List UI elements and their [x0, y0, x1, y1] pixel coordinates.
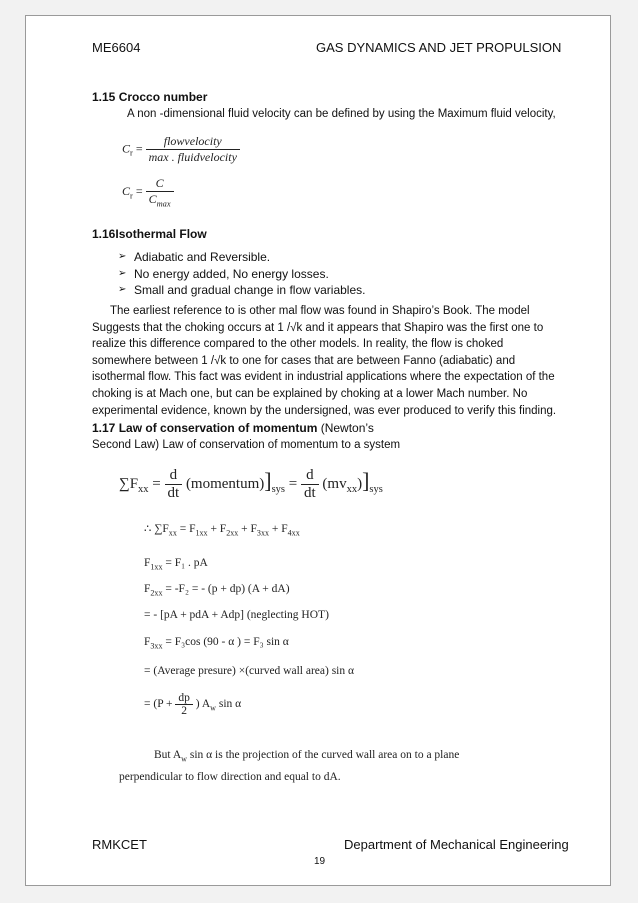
eq1-numerator: flowvelocity — [146, 134, 240, 150]
equation-average-pressure: = (Average presure) ×(curved wall area) sin α — [144, 665, 355, 677]
eq-f3-lhs-sub: 3xx — [150, 641, 163, 651]
bullet-text: No energy added, No energy losses. — [134, 266, 329, 281]
list-item — [118, 282, 518, 299]
eq1-fraction — [146, 134, 240, 165]
eq-f2-rhs: = -F₂ = - (p + dp) (A + dA) — [162, 583, 290, 595]
arrow-bullet-icon: ➢ — [118, 267, 127, 279]
arrow-bullet-icon: ➢ — [118, 284, 127, 295]
eq-f3-lhs: F — [144, 636, 151, 648]
paragraph-line: isothermal flow. This fact was evident in industrial applications where the expectation of the — [92, 371, 555, 384]
list-item — [118, 266, 518, 283]
eq2-numerator: C — [146, 176, 174, 192]
eq-main-sys-1: sys — [271, 483, 286, 495]
footer-department: Department of Mechanical Engineering — [344, 837, 569, 852]
eq-sum-rest: = F — [176, 523, 196, 535]
section-momentum-title — [92, 420, 374, 437]
eq-main-frac-2 — [301, 467, 319, 502]
eq-f1-rhs: F₁ . pA — [174, 557, 208, 569]
eq-main-right-sub: xx — [346, 483, 358, 495]
list-item — [118, 249, 518, 266]
projection-note — [154, 749, 594, 763]
eq-p-num: dp — [175, 692, 193, 705]
eq-main-right: (mv — [322, 475, 347, 492]
perpendicular-note: perpendicular to flow direction and equal to dA. — [119, 771, 341, 783]
eq-sum-sub: xx — [168, 528, 177, 538]
header-course-title: GAS DYNAMICS AND JET PROPULSION — [316, 40, 562, 55]
eq-p-open: = (P + — [144, 698, 173, 711]
equation-pressure-area — [144, 692, 241, 717]
eq-sum-term: 1xx — [195, 528, 208, 538]
bullet-text: Adiabatic and Reversible. — [134, 250, 271, 264]
footer-college: RMKCET — [92, 837, 147, 852]
paragraph-line: The earliest reference to is other mal flow was found in Shapiro’s Book. The model — [110, 305, 530, 317]
section-crocco-title: 1.15 Crocco number — [92, 90, 208, 104]
eq-main-frac-1 — [165, 467, 183, 502]
paragraph-line: Suggests that the choking occurs at 1 /√k and it appears that Shapiro was the first one to — [92, 321, 544, 334]
eq-main-dt: dt — [167, 485, 180, 501]
momentum-title-line2: Second Law) Law of conservation of momentum to a system — [92, 439, 401, 451]
eq-main-right-close: ) — [357, 475, 363, 492]
but-line: But A — [154, 749, 182, 761]
eq2-fraction — [146, 176, 174, 208]
momentum-main-equation: $\sum F_{xx}$ = $\frac{d}{dt}$ $(momentum)]_{sys}$ = $\frac{d}{dt}$ $(mv_{xx})]_{sys}$ — [119, 467, 383, 501]
eq2-denominator — [146, 192, 174, 208]
paragraph-line: experimental evidence, known by the undersigned, was ever produced to verify this finding. — [92, 404, 557, 417]
eq-p-close: ) A — [195, 698, 211, 711]
eq-p-tail: sin α — [215, 698, 242, 711]
equation-f1: $F_{1xx} = F_1$ . pA — [144, 557, 208, 572]
eq-main-dt-2: dt — [304, 485, 316, 501]
eq-main-d: d — [165, 467, 183, 485]
eq1-lhs: C — [122, 141, 131, 156]
section-crocco-intro: A non -dimensional fluid velocity can be defined by using the Maximum fluid velocity, — [127, 108, 556, 120]
eq-f1-lhs-sub: 1xx — [150, 562, 163, 572]
eq-sum-text: ∴ ∑F — [144, 523, 169, 535]
isothermal-paragraph — [92, 303, 620, 419]
footer-page-number: 19 — [314, 856, 326, 867]
header-course-code: ME6604 — [92, 40, 141, 55]
paragraph-line: choking is at Mach one, but can be explained by choking at a lower Mach number. No — [92, 387, 528, 400]
eq-f1-lhs: F — [144, 557, 151, 569]
eq-sum-term: 2xx — [226, 528, 239, 538]
eq-main-left-sub: xx — [138, 483, 149, 495]
eq-p-sub: w — [210, 703, 216, 713]
eq-p-frac — [175, 692, 193, 717]
momentum-title-rest: (Newton’s — [317, 421, 374, 435]
eq-f2-lhs-sub: 2xx — [150, 588, 163, 598]
arrow-bullet-icon: ➢ — [118, 251, 127, 262]
paragraph-line: somewhere between 1 /√k to one for cases that are between Fanno (adiabatic) and — [92, 354, 516, 367]
eq-f3-rhs: = F₃cos (90 - α ) = F₃ sin α — [162, 636, 289, 648]
eq-sum-term: 4xx — [287, 528, 300, 538]
eq2-den-sub: max — [156, 199, 171, 209]
eq1-denominator: max . fluidvelocity — [148, 150, 237, 164]
momentum-title-bold: 1.17 Law of conservation of momentum — [92, 421, 318, 435]
but-rest: sin α is the projection of the curved wall area on to a plane — [186, 749, 460, 761]
equation-f3 — [144, 636, 289, 650]
momentum-sum-equation: ∴ $\sum F_{xx} = F_{1xx} + F_{2xx} + F_{3xx} + F_{4xx}$ — [144, 523, 300, 538]
bullet-text: Small and gradual change in flow variables. — [134, 283, 366, 297]
eq2-lhs-sub: r — [130, 191, 133, 201]
eq1-lhs-sub: r — [130, 148, 133, 158]
crocco-equation-2: $C_r$ = $\frac{C}{C_{max}}$ — [122, 176, 174, 208]
eq-f2-lhs: F — [144, 583, 151, 595]
crocco-equation-1: $C_r$ = $\frac{\text{flowvelocity}}{\text{max . fluidvelocity}}$ — [122, 134, 240, 165]
eq-main-left: ∑F — [119, 475, 139, 492]
isothermal-bullet-list — [118, 249, 518, 299]
eq-main-mid: (momentum) — [185, 475, 265, 492]
eq-p-den: 2 — [181, 705, 188, 717]
eq2-lhs: C — [122, 183, 131, 198]
equation-f2 — [144, 583, 290, 597]
section-isothermal-title: 1.16Isothermal Flow — [92, 227, 207, 241]
eq2-den-text: C — [148, 192, 157, 206]
paragraph-line: realize this difference compared to the other models. In reality, the flow is choked — [92, 338, 504, 351]
equation-f2-expanded: = - [pA + pdA + Adp] (neglecting HOT) — [144, 609, 329, 621]
eq-main-sys-2: sys — [369, 483, 383, 495]
but-sub: w — [181, 754, 187, 764]
eq-main-d-2: d — [301, 467, 319, 485]
eq-sum-term: 3xx — [256, 528, 269, 538]
document-page — [25, 15, 611, 886]
